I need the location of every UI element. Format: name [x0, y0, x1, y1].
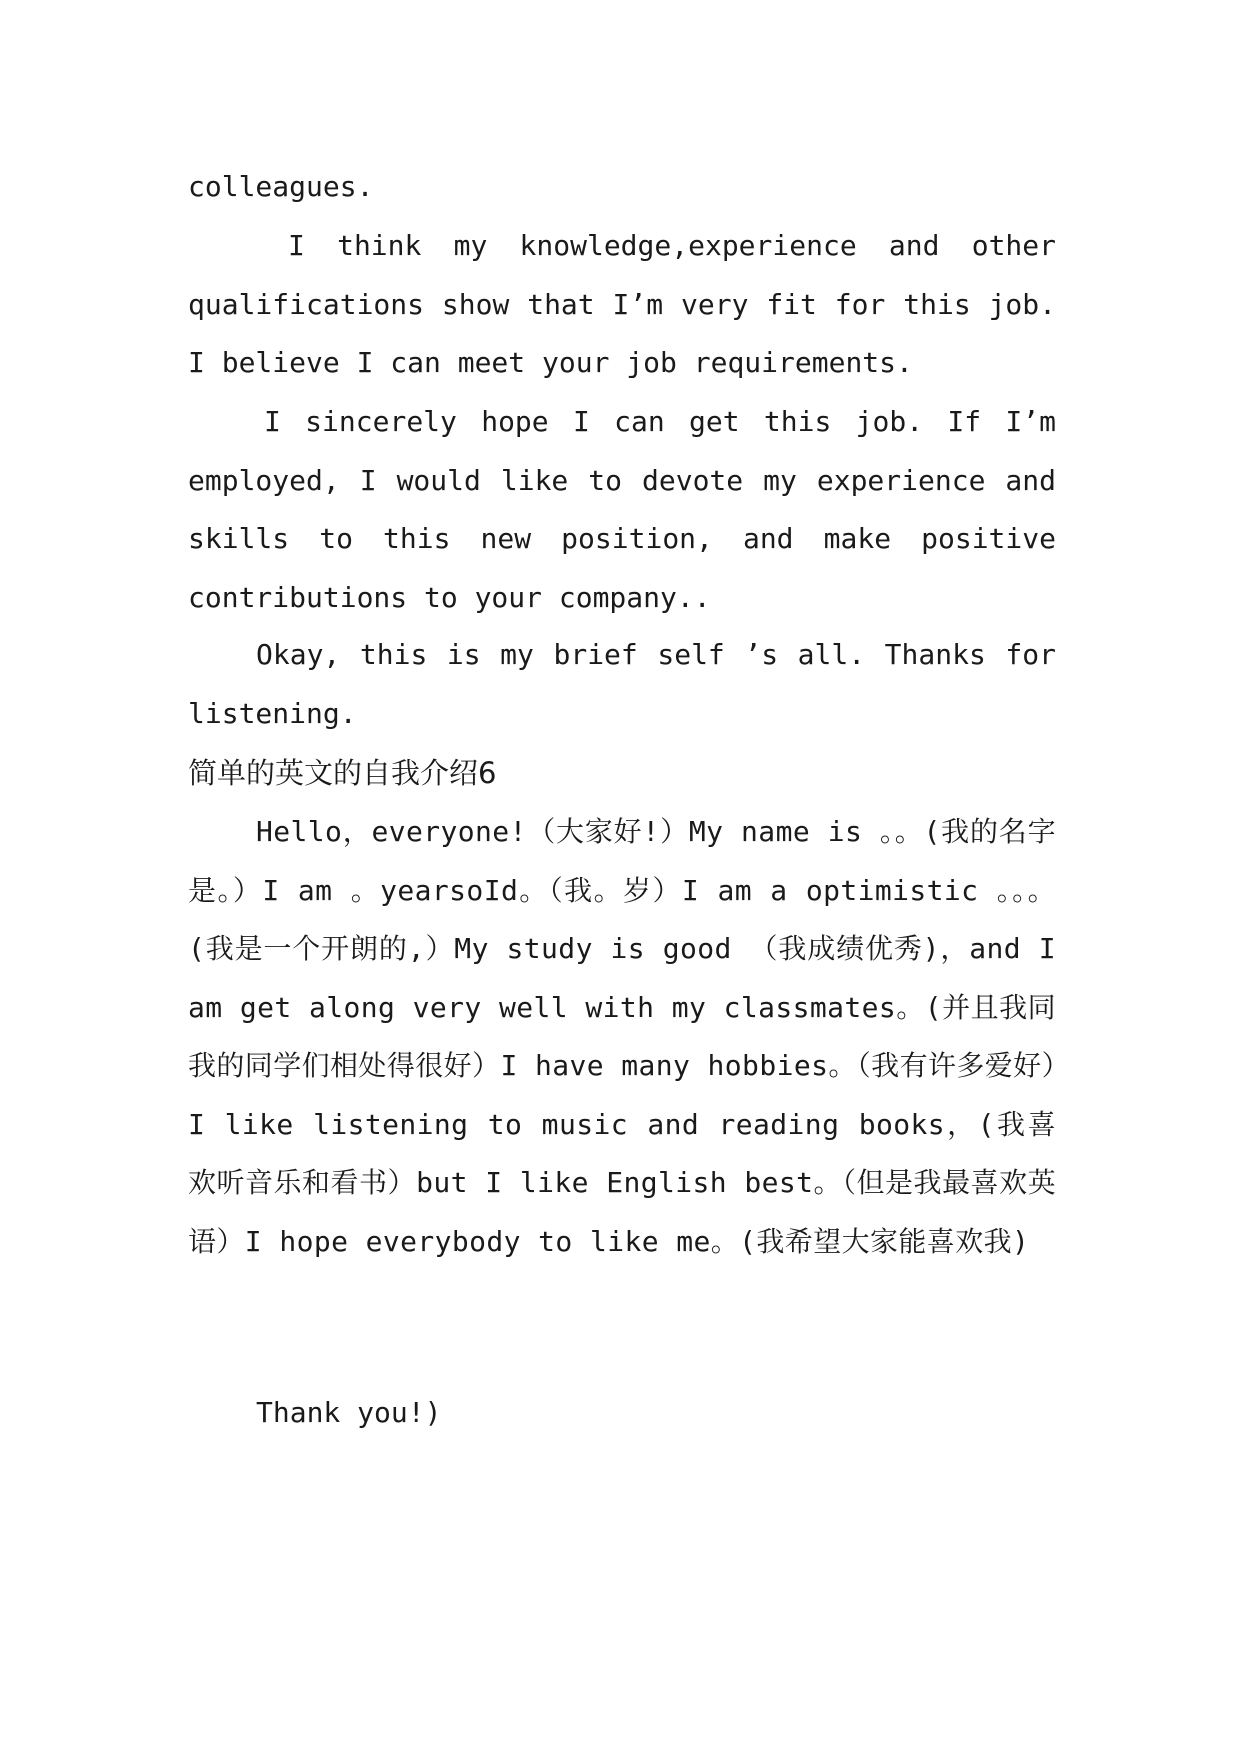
paragraph-intro: [188, 803, 1056, 1271]
section-heading: 简单的英文的自我介绍6: [188, 756, 497, 790]
paragraph-text: I think my knowledge,experience and other qualifications show that I’m very fit for this job. I believe I can meet your job requirements.: [188, 229, 1056, 379]
paragraph-continuation: [188, 158, 1056, 217]
paragraph-qualifications: [188, 217, 1056, 393]
paragraph-text: I sincerely hope I can get this job. If I’m employed, I would like to devote my experience and skills to this new position, and make positive contributions to your company..: [188, 405, 1056, 614]
paragraph-text: colleagues.: [188, 170, 374, 203]
paragraph-hope: [188, 393, 1056, 627]
paragraph-text: Thank you!): [256, 1396, 442, 1429]
paragraph-thanks: [188, 1384, 1056, 1443]
paragraph-text: Okay, this is my brief self ’s all. Thanks for listening.: [188, 638, 1056, 730]
paragraph-text: Hello，everyone!（大家好!）My name is 。。(我的名字是。）I am 。yearsoId。（我。岁）I am a optimistic 。。。(我是一个开朗的,）My study is good （我成绩优秀)，and I am get along very well with my classmates。(并且我同我的同学们相处得很好）I have many hobbies。（我有许多爱好）I like listening to music and reading books，(我喜欢听音乐和看书）but I like English best。（但是我最喜欢英语）I hope everybody to like me。(我希望大家能喜欢我): [188, 815, 1056, 1258]
paragraph-closing: [188, 626, 1056, 743]
